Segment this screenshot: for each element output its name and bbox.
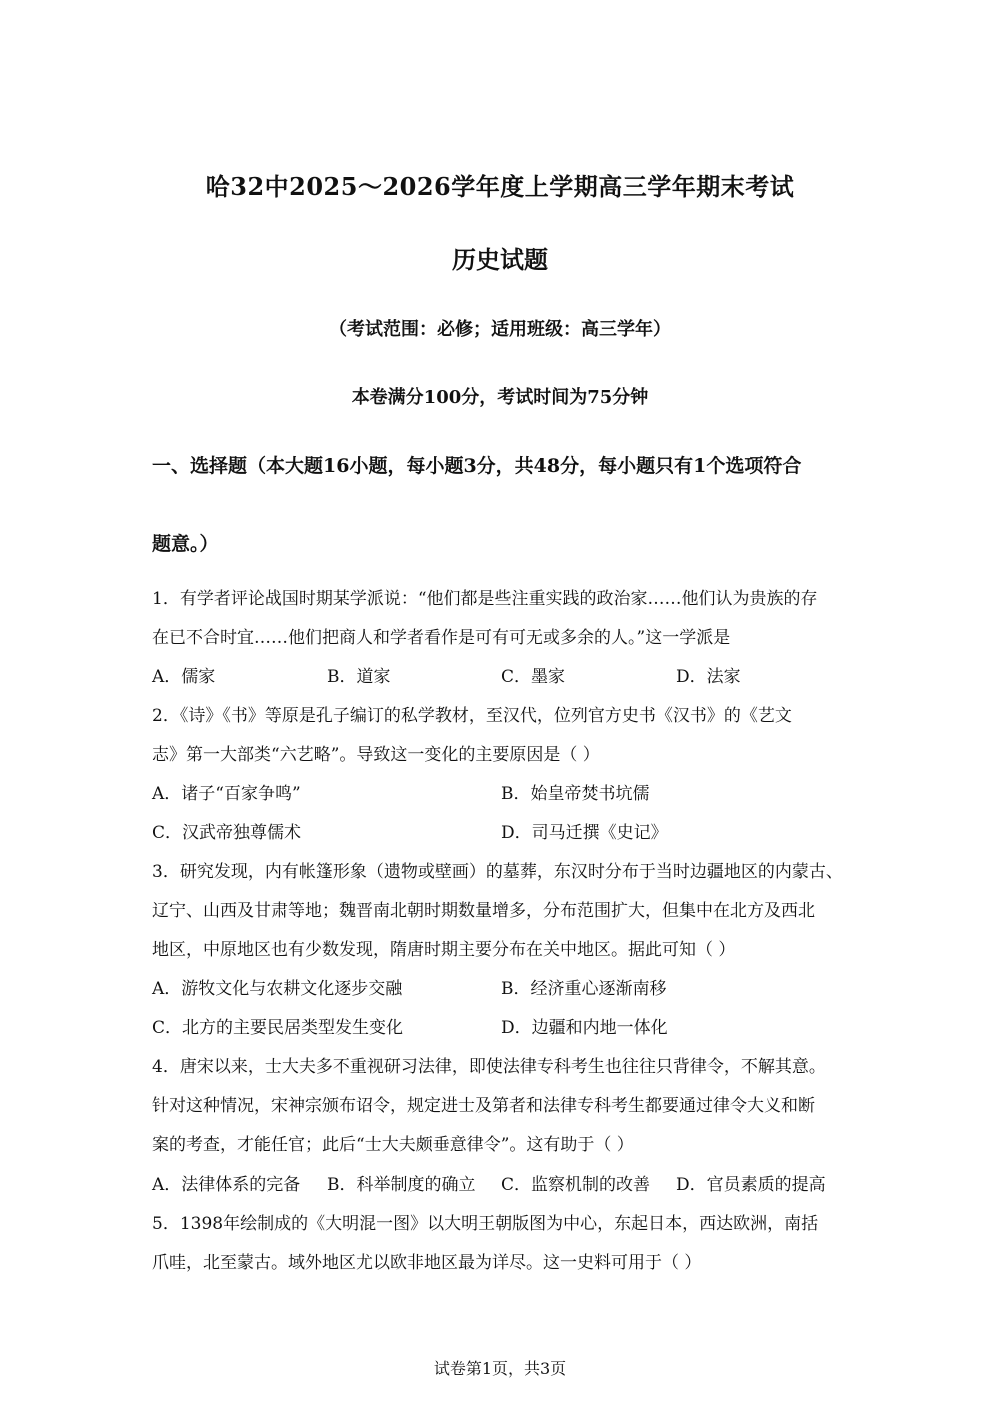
question-4-line: 案的考查，才能任官；此后“士大夫颇垂意律令”。这有助于（ ） <box>152 1135 634 1155</box>
question-4-option-d: D．官员素质的提高 <box>676 1175 826 1195</box>
question-3-line: 3．研究发现，内有帐篷形象（遗物或壁画）的墓葬，东汉时分布于当时边疆地区的内蒙古、 <box>152 862 843 882</box>
exam-title: 哈32中2025～2026学年度上学期高三学年期末考试 <box>205 172 795 201</box>
question-2-option-a: A．诸子“百家争鸣” <box>152 784 301 804</box>
question-3-line: 辽宁、山西及甘肃等地；魏晋南北朝时期数量增多，分布范围扩大，但集中在北方及西北 <box>152 901 815 921</box>
question-2-line: 2．《诗》《书》等原是孔子编订的私学教材，至汉代，位列官方史书《汉书》的《艺文 <box>152 706 792 726</box>
question-1-option-c: C．墨家 <box>501 667 566 687</box>
section-heading: 一、选择题（本大题16小题，每小题3分，共48分，每小题只有1个选项符合 <box>152 455 802 477</box>
exam-score-time: 本卷满分100分，考试时间为75分钟 <box>351 387 649 408</box>
question-1-option-d: D．法家 <box>676 667 741 687</box>
question-4-option-c: C．监察机制的改善 <box>501 1175 651 1195</box>
question-4-line: 4．唐宋以来，士大夫多不重视研习法律，即使法律专科考生也往往只背律令，不解其意。 <box>152 1057 826 1077</box>
question-3-option-b: B．经济重心逐渐南移 <box>501 979 667 999</box>
question-5-line: 爪哇，北至蒙古。域外地区尤以欧非地区最为详尽。这一史料可用于（ ） <box>152 1253 702 1273</box>
question-1-line: 1．有学者评论战国时期某学派说：“他们都是些注重实践的政治家……他们认为贵族的存 <box>152 589 818 609</box>
question-2-line: 志》第一大部类“六艺略”。导致这一变化的主要原因是（ ） <box>152 745 600 765</box>
question-2-option-c: C．汉武帝独尊儒术 <box>152 823 302 843</box>
question-2-option-d: D．司马迁撰《史记》 <box>501 823 668 843</box>
exam-subject: 历史试题 <box>452 245 548 274</box>
question-2-option-b: B．始皇帝焚书坑儒 <box>501 784 650 804</box>
question-3-option-d: D．边疆和内地一体化 <box>501 1018 668 1038</box>
question-1-option-a: A．儒家 <box>152 667 216 687</box>
question-3-option-c: C．北方的主要民居类型发生变化 <box>152 1018 404 1038</box>
question-1-option-b: B．道家 <box>327 667 391 687</box>
question-1-line: 在已不合时宜……他们把商人和学者看作是可有可无或多余的人。”这一学派是 <box>152 628 731 648</box>
question-4-line: 针对这种情况，宋神宗颁布诏令，规定进士及第者和法律专科考生都要通过律令大义和断 <box>152 1096 815 1116</box>
exam-scope: （考试范围：必修；适用班级：高三学年） <box>329 319 671 340</box>
question-5-line: 5．1398年绘制成的《大明混一图》以大明王朝版图为中心，东起日本，西达欧洲，南括 <box>152 1214 819 1234</box>
question-4-option-a: A．法律体系的完备 <box>152 1175 301 1195</box>
question-3-line: 地区，中原地区也有少数发现，隋唐时期主要分布在关中地区。据此可知（ ） <box>152 940 736 960</box>
section-heading-cont: 题意。） <box>152 533 219 555</box>
page-footer: 试卷第1页，共3页 <box>433 1359 567 1378</box>
question-4-option-b: B．科举制度的确立 <box>327 1175 476 1195</box>
question-3-option-a: A．游牧文化与农耕文化逐步交融 <box>152 979 403 999</box>
